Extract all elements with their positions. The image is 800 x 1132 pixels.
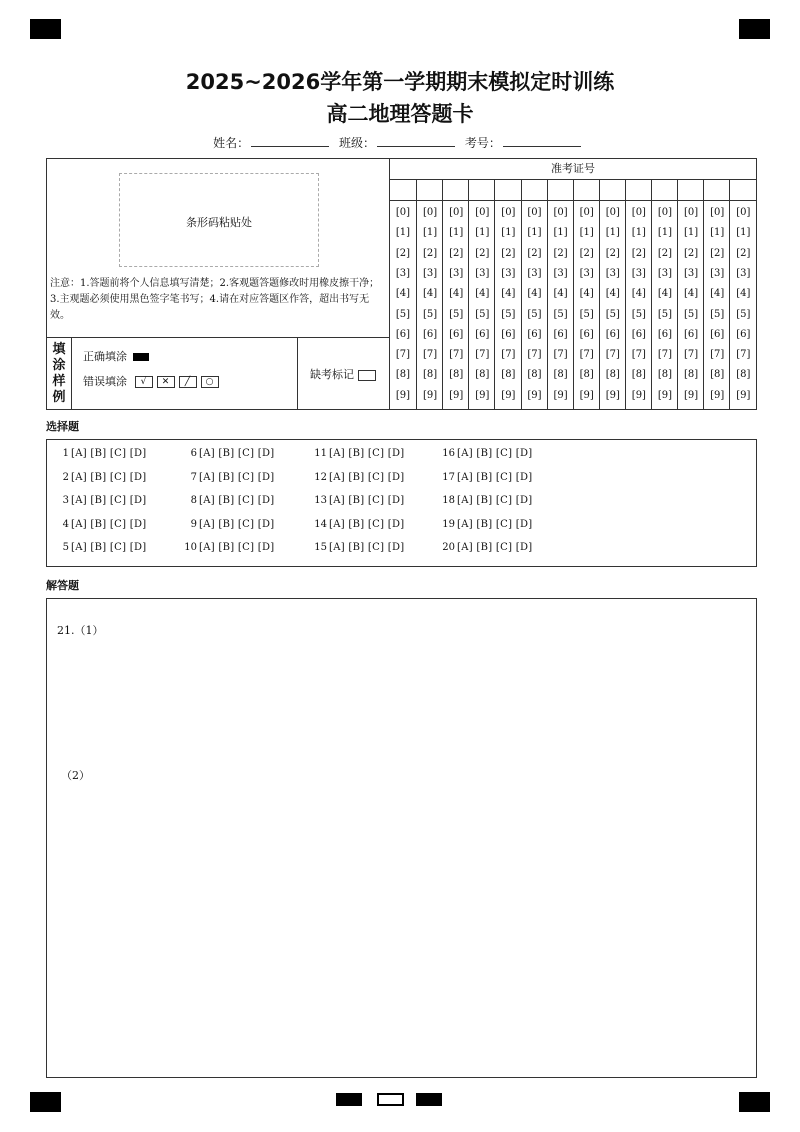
choice-question bbox=[181, 542, 275, 553]
question-number: 6 bbox=[190, 448, 197, 459]
admission-digit-column bbox=[494, 180, 521, 409]
admission-digit-bubble[interactable]: [8] bbox=[684, 369, 699, 381]
admission-digit-bubble[interactable]: [9] bbox=[449, 389, 464, 401]
admission-digit-write-box[interactable] bbox=[626, 180, 652, 201]
check-mark-icon: √ bbox=[135, 376, 153, 388]
admission-digit-bubble[interactable]: [0] bbox=[553, 207, 568, 218]
bottom-mark-left bbox=[336, 1093, 362, 1106]
class-label: 班级： bbox=[338, 136, 375, 150]
admission-digit-bubble[interactable]: [1] bbox=[736, 227, 751, 239]
admission-digit-bubble[interactable]: [9] bbox=[501, 389, 516, 401]
admission-digit-bubble[interactable]: [2] bbox=[395, 247, 411, 259]
admission-digit-column bbox=[442, 180, 469, 409]
admission-digit-bubble[interactable]: [0] bbox=[501, 207, 516, 218]
admission-digit-column bbox=[416, 180, 443, 409]
choice-question bbox=[439, 495, 533, 506]
option-bubbles[interactable]: [A] [B] [C] [D] bbox=[71, 542, 147, 553]
admission-digit-bubble[interactable]: [6] bbox=[395, 328, 411, 340]
admission-digit-bubble[interactable]: [5] bbox=[553, 308, 568, 320]
admission-digit-bubble[interactable]: [8] bbox=[553, 369, 568, 381]
admission-digit-bubble[interactable]: [8] bbox=[605, 369, 620, 381]
admission-digit-bubble[interactable]: [8] bbox=[423, 369, 438, 381]
option-bubbles[interactable]: [A] [B] [C] [D] bbox=[199, 448, 275, 459]
admission-digit-bubble[interactable]: [6] bbox=[553, 328, 568, 340]
admission-digit-bubble[interactable]: [5] bbox=[631, 308, 646, 320]
admission-digit-bubble[interactable]: [9] bbox=[710, 389, 725, 401]
circle-mark-icon: ○ bbox=[201, 376, 219, 388]
choice-question bbox=[53, 448, 147, 459]
choice-question bbox=[311, 448, 405, 459]
question-number: 7 bbox=[190, 471, 197, 483]
option-bubbles[interactable]: [A] [B] [C] [D] bbox=[457, 495, 533, 506]
option-bubbles[interactable]: [A] [B] [C] [D] bbox=[329, 448, 405, 459]
admission-digit-bubble[interactable]: [7] bbox=[684, 349, 699, 361]
admission-digit-bubble[interactable]: [6] bbox=[605, 328, 620, 340]
admission-digit-bubble[interactable]: [6] bbox=[501, 328, 516, 340]
question-number: 1 bbox=[62, 448, 69, 459]
admission-digit-bubble[interactable]: [7] bbox=[631, 349, 646, 361]
admission-digit-bubble[interactable]: [6] bbox=[423, 328, 438, 340]
choice-question bbox=[439, 519, 533, 530]
choice-question bbox=[53, 542, 147, 553]
option-bubbles[interactable]: [A] [B] [C] [D] bbox=[457, 518, 533, 530]
admission-digit-bubble[interactable]: [9] bbox=[631, 389, 646, 401]
choice-question bbox=[311, 542, 405, 553]
admission-digit-bubble[interactable]: [7] bbox=[553, 349, 568, 361]
admission-digit-write-box[interactable] bbox=[678, 180, 704, 201]
admission-digit-bubble[interactable]: [4] bbox=[605, 288, 620, 300]
info-box bbox=[46, 158, 757, 410]
name-field[interactable] bbox=[251, 135, 329, 147]
choice-question bbox=[311, 519, 405, 530]
admission-digit-column bbox=[521, 180, 548, 409]
admission-digit-bubble[interactable]: [8] bbox=[449, 369, 464, 381]
admission-digit-write-box[interactable] bbox=[469, 180, 495, 201]
question-number: 9 bbox=[190, 518, 197, 530]
admission-digit-bubble[interactable]: [0] bbox=[449, 207, 464, 218]
admission-digit-bubble[interactable]: [7] bbox=[736, 349, 751, 361]
student-info-line bbox=[0, 134, 800, 151]
admission-digit-bubble[interactable]: [6] bbox=[710, 328, 725, 340]
choice-question bbox=[439, 542, 533, 553]
admission-digit-bubble[interactable]: [3] bbox=[631, 267, 646, 279]
admission-digit-column bbox=[599, 180, 626, 409]
admission-digit-bubble[interactable]: [2] bbox=[553, 247, 568, 259]
position-mark-bottom-left bbox=[30, 1092, 61, 1112]
admission-digit-bubble[interactable]: [1] bbox=[501, 227, 516, 239]
admission-digit-bubble[interactable]: [5] bbox=[423, 308, 438, 320]
admission-digit-bubble[interactable]: [2] bbox=[501, 247, 516, 259]
admission-digit-bubble[interactable]: [1] bbox=[605, 227, 620, 239]
admission-digit-bubble[interactable]: [3] bbox=[553, 267, 568, 279]
admission-digit-bubble[interactable]: [2] bbox=[579, 247, 594, 259]
admission-digit-bubble[interactable]: [4] bbox=[475, 288, 490, 300]
admission-digit-bubble[interactable]: [3] bbox=[475, 267, 490, 279]
choice-question bbox=[311, 472, 405, 483]
admission-digit-bubble[interactable]: [1] bbox=[579, 227, 594, 239]
question-number: 10 bbox=[184, 542, 197, 553]
admission-digit-write-box[interactable] bbox=[495, 180, 521, 201]
admission-digit-bubble[interactable]: [5] bbox=[657, 308, 673, 320]
question-number: 13 bbox=[314, 495, 327, 506]
admission-digit-bubble[interactable]: [6] bbox=[527, 328, 542, 340]
admission-digit-column bbox=[677, 180, 704, 409]
admission-digit-write-box[interactable] bbox=[704, 180, 730, 201]
admission-digit-write-box[interactable] bbox=[652, 180, 678, 201]
admission-digit-bubble[interactable]: [2] bbox=[449, 247, 464, 259]
admission-digit-bubble[interactable]: [9] bbox=[475, 389, 490, 401]
choice-question bbox=[181, 495, 275, 506]
question-number: 20 bbox=[442, 542, 455, 553]
admission-digit-write-box[interactable] bbox=[730, 180, 756, 201]
admission-digit-bubble[interactable]: [2] bbox=[657, 247, 673, 259]
position-mark-top-right bbox=[739, 19, 770, 39]
admission-digit-bubble[interactable]: [0] bbox=[657, 207, 673, 218]
left-panel bbox=[47, 159, 390, 409]
admission-digit-bubble[interactable]: [3] bbox=[710, 267, 725, 279]
option-bubbles[interactable]: [A] [B] [C] [D] bbox=[71, 471, 147, 483]
admission-digit-bubble[interactable]: [7] bbox=[475, 349, 490, 361]
choice-question bbox=[53, 495, 147, 506]
admission-digit-bubble[interactable]: [9] bbox=[579, 389, 594, 401]
option-bubbles[interactable]: [A] [B] [C] [D] bbox=[71, 448, 147, 459]
admission-digit-bubble[interactable]: [0] bbox=[684, 207, 699, 218]
question-number: 15 bbox=[314, 542, 327, 553]
admission-digit-bubble[interactable]: [9] bbox=[736, 389, 751, 401]
option-bubbles[interactable]: [A] [B] [C] [D] bbox=[199, 471, 275, 483]
admission-digit-bubble[interactable]: [2] bbox=[423, 247, 438, 259]
admission-digit-bubble[interactable]: [1] bbox=[475, 227, 490, 239]
absent-checkbox[interactable] bbox=[358, 370, 376, 381]
admission-digit-bubble[interactable]: [1] bbox=[710, 227, 725, 239]
choice-question bbox=[439, 448, 533, 459]
admission-digit-bubble[interactable]: [4] bbox=[553, 288, 568, 300]
option-bubbles[interactable]: [A] [B] [C] [D] bbox=[199, 542, 275, 553]
admission-digit-bubble[interactable]: [1] bbox=[684, 227, 699, 239]
absent-cell bbox=[297, 338, 390, 410]
admission-digit-bubble[interactable]: [3] bbox=[736, 267, 751, 279]
admission-digit-bubble[interactable]: [4] bbox=[527, 288, 542, 300]
admission-digit-bubble[interactable]: [8] bbox=[475, 369, 490, 381]
admission-digit-bubble[interactable]: [8] bbox=[657, 369, 673, 381]
question-number: 11 bbox=[314, 448, 327, 459]
question-number: 18 bbox=[442, 495, 455, 506]
option-bubbles[interactable]: [A] [B] [C] [D] bbox=[329, 542, 405, 553]
admission-digit-bubble[interactable]: [2] bbox=[684, 247, 699, 259]
question-number: 12 bbox=[314, 471, 327, 483]
option-bubbles[interactable]: [A] [B] [C] [D] bbox=[71, 518, 147, 530]
admission-digit-column bbox=[390, 180, 416, 409]
admission-digit-bubble[interactable]: [5] bbox=[605, 308, 620, 320]
question-21-part2-label: （2） bbox=[61, 769, 90, 782]
admission-digit-bubble[interactable]: [2] bbox=[710, 247, 725, 259]
admission-digit-bubble[interactable]: [1] bbox=[631, 227, 646, 239]
admission-digit-bubble[interactable]: [7] bbox=[605, 349, 620, 361]
option-bubbles[interactable]: [A] [B] [C] [D] bbox=[329, 495, 405, 506]
answer-area[interactable] bbox=[46, 598, 757, 1078]
correct-fill-sample: 正确填涂 bbox=[83, 348, 149, 364]
page-subtitle: 高二地理答题卡 bbox=[326, 102, 474, 126]
admission-digit-bubble[interactable]: [3] bbox=[449, 267, 464, 279]
position-mark-top-left bbox=[30, 19, 61, 39]
admission-digit-write-box[interactable] bbox=[548, 180, 574, 201]
admission-digit-bubble[interactable]: [6] bbox=[631, 328, 646, 340]
admission-digit-bubble[interactable]: [1] bbox=[527, 227, 542, 239]
admission-digit-bubble[interactable]: [9] bbox=[395, 389, 411, 401]
admission-digit-bubble[interactable]: [3] bbox=[657, 267, 673, 279]
admission-digit-bubble[interactable]: [2] bbox=[631, 247, 646, 259]
admission-digit-bubble[interactable]: [3] bbox=[527, 267, 542, 279]
admission-digit-bubble[interactable]: [3] bbox=[423, 267, 438, 279]
admission-digit-bubble[interactable]: [4] bbox=[631, 288, 646, 300]
admission-digit-column bbox=[625, 180, 652, 409]
admission-digit-bubble[interactable]: [4] bbox=[684, 288, 699, 300]
admission-digit-bubble[interactable]: [5] bbox=[579, 308, 594, 320]
admission-digit-bubble[interactable]: [8] bbox=[395, 369, 411, 381]
admission-digit-bubble[interactable]: [6] bbox=[449, 328, 464, 340]
filled-box-icon bbox=[133, 353, 149, 361]
option-bubbles[interactable]: [A] [B] [C] [D] bbox=[329, 471, 405, 483]
barcode-label: 条形码粘贴处 bbox=[186, 216, 252, 229]
admission-digit-bubble[interactable]: [1] bbox=[395, 227, 411, 239]
fill-sample-title: 填 涂 样 例 bbox=[47, 338, 72, 410]
question-number: 5 bbox=[62, 542, 69, 553]
option-bubbles[interactable]: [A] [B] [C] [D] bbox=[457, 471, 533, 483]
admission-digit-bubble[interactable]: [5] bbox=[395, 308, 411, 320]
admission-digit-bubble[interactable]: [0] bbox=[736, 207, 751, 218]
class-field[interactable] bbox=[377, 135, 455, 147]
admission-digit-column bbox=[547, 180, 574, 409]
question-number: 4 bbox=[62, 518, 69, 530]
admission-digit-bubble[interactable]: [3] bbox=[395, 267, 411, 279]
question-number: 16 bbox=[442, 448, 455, 459]
admission-digit-bubble[interactable]: [4] bbox=[395, 288, 411, 300]
admission-digit-bubble[interactable]: [5] bbox=[475, 308, 490, 320]
exam-no-label: 考号： bbox=[464, 136, 501, 150]
admission-digit-bubble[interactable]: [9] bbox=[527, 389, 542, 401]
page-title: 2025~2026学年第一学期期末模拟定时训练 bbox=[185, 70, 615, 94]
choice-section-label: 选择题 bbox=[46, 420, 79, 433]
admission-digit-bubble[interactable]: [7] bbox=[527, 349, 542, 361]
question-number: 19 bbox=[442, 518, 455, 530]
admission-digit-bubble[interactable]: [0] bbox=[631, 207, 646, 218]
admission-number-panel bbox=[390, 159, 756, 409]
fill-sample-row bbox=[47, 337, 389, 410]
admission-digit-bubble[interactable]: [0] bbox=[423, 207, 438, 218]
admission-digit-bubble[interactable]: [0] bbox=[475, 207, 490, 218]
option-bubbles[interactable]: [A] [B] [C] [D] bbox=[199, 518, 275, 530]
admission-digit-bubble[interactable]: [3] bbox=[684, 267, 699, 279]
admission-digit-bubble[interactable]: [5] bbox=[684, 308, 699, 320]
admission-digit-bubble[interactable]: [6] bbox=[684, 328, 699, 340]
admission-digit-bubble[interactable]: [3] bbox=[579, 267, 594, 279]
name-label: 姓名： bbox=[213, 136, 250, 150]
admission-digit-bubble[interactable]: [7] bbox=[579, 349, 594, 361]
admission-digit-bubble[interactable]: [7] bbox=[395, 349, 411, 361]
admission-digit-bubble[interactable]: [9] bbox=[684, 389, 699, 401]
choice-answer-box bbox=[46, 439, 757, 567]
admission-digit-bubble[interactable]: [2] bbox=[527, 247, 542, 259]
slash-mark-icon: ╱ bbox=[179, 376, 197, 388]
admission-digit-bubble[interactable]: [9] bbox=[657, 389, 673, 401]
question-number: 3 bbox=[62, 495, 69, 506]
admission-digit-bubble[interactable]: [0] bbox=[527, 207, 542, 218]
admission-digit-bubble[interactable]: [9] bbox=[553, 389, 568, 401]
admission-digit-bubble[interactable]: [4] bbox=[449, 288, 464, 300]
admission-digit-bubble[interactable]: [4] bbox=[501, 288, 516, 300]
admission-digit-bubble[interactable]: [8] bbox=[579, 369, 594, 381]
answer-section-label: 解答题 bbox=[46, 579, 79, 592]
question-number: 8 bbox=[190, 495, 197, 506]
choice-question bbox=[439, 472, 533, 483]
option-bubbles[interactable]: [A] [B] [C] [D] bbox=[329, 518, 405, 530]
admission-digit-bubble[interactable]: [7] bbox=[423, 349, 438, 361]
admission-digit-write-box[interactable] bbox=[600, 180, 626, 201]
option-bubbles[interactable]: [A] [B] [C] [D] bbox=[199, 495, 275, 506]
admission-digit-column bbox=[729, 180, 756, 409]
admission-digit-bubble[interactable]: [8] bbox=[501, 369, 516, 381]
wrong-fill-sample: 错误填涂 √ ✕ ╱ ○ bbox=[83, 373, 219, 389]
admission-digit-column bbox=[651, 180, 678, 409]
admission-digit-bubble[interactable]: [4] bbox=[736, 288, 751, 300]
exam-no-field[interactable] bbox=[503, 135, 581, 147]
admission-digit-bubble[interactable]: [6] bbox=[579, 328, 594, 340]
admission-digit-bubble[interactable]: [1] bbox=[449, 227, 464, 239]
admission-digit-column bbox=[573, 180, 600, 409]
admission-digit-bubble[interactable]: [5] bbox=[710, 308, 725, 320]
admission-digit-bubble[interactable]: [5] bbox=[501, 308, 516, 320]
admission-digit-bubble[interactable]: [0] bbox=[579, 207, 594, 218]
admission-digit-bubble[interactable]: [2] bbox=[475, 247, 490, 259]
admission-digit-bubble[interactable]: [5] bbox=[736, 308, 751, 320]
notice-text: 注意：1.答题前将个人信息填写清楚；2.客观题答题修改时用橡皮擦干净；3.主观题必须使用黑色签字笔书写；4.请在对应答题区作答，超出书写无效。 bbox=[50, 278, 380, 321]
admission-digit-write-box[interactable] bbox=[574, 180, 600, 201]
admission-digit-bubble[interactable]: [4] bbox=[579, 288, 594, 300]
option-bubbles[interactable]: [A] [B] [C] [D] bbox=[71, 495, 147, 506]
admission-digit-bubble[interactable]: [8] bbox=[710, 369, 725, 381]
choice-question bbox=[53, 519, 147, 530]
question-number: 2 bbox=[62, 471, 69, 483]
admission-digit-bubble[interactable]: [8] bbox=[527, 369, 542, 381]
admission-digit-bubble[interactable]: [0] bbox=[710, 207, 725, 218]
admission-digit-bubble[interactable]: [3] bbox=[501, 267, 516, 279]
admission-digit-bubble[interactable]: [7] bbox=[710, 349, 725, 361]
bottom-mark-right bbox=[416, 1093, 442, 1106]
barcode-area bbox=[119, 173, 319, 267]
choice-question bbox=[311, 495, 405, 506]
admission-digit-bubble[interactable]: [7] bbox=[449, 349, 464, 361]
question-number: 17 bbox=[442, 471, 455, 483]
admission-digit-bubble[interactable]: [7] bbox=[501, 349, 516, 361]
admission-digit-column bbox=[703, 180, 730, 409]
admission-digit-bubble[interactable]: [3] bbox=[605, 267, 620, 279]
admission-digit-write-box[interactable] bbox=[417, 180, 443, 201]
admission-digit-bubble[interactable]: [4] bbox=[423, 288, 438, 300]
admission-digit-column bbox=[468, 180, 495, 409]
admission-digit-bubble[interactable]: [1] bbox=[423, 227, 438, 239]
admission-digit-bubble[interactable]: [1] bbox=[657, 227, 673, 239]
absent-mark: 缺考标记 bbox=[310, 366, 376, 382]
choice-question bbox=[181, 519, 275, 530]
admission-digit-bubble[interactable]: [8] bbox=[736, 369, 751, 381]
question-number: 14 bbox=[314, 518, 327, 530]
admission-digit-bubble[interactable]: [2] bbox=[605, 247, 620, 259]
admission-digit-write-box[interactable] bbox=[443, 180, 469, 201]
admission-digit-bubble[interactable]: [6] bbox=[736, 328, 751, 340]
admission-digit-bubble[interactable]: [9] bbox=[423, 389, 438, 401]
choice-question bbox=[53, 472, 147, 483]
bottom-mark-center bbox=[377, 1093, 404, 1106]
admission-digit-write-box[interactable] bbox=[522, 180, 548, 201]
admission-digit-bubble[interactable]: [9] bbox=[605, 389, 620, 401]
admission-digit-bubble[interactable]: [7] bbox=[657, 349, 673, 361]
option-bubbles[interactable]: [A] [B] [C] [D] bbox=[457, 542, 533, 553]
choice-question bbox=[181, 448, 275, 459]
admission-digit-bubble[interactable]: [4] bbox=[710, 288, 725, 300]
admission-digit-bubble[interactable]: [1] bbox=[553, 227, 568, 239]
question-21-part1-label: 21.（1） bbox=[57, 624, 104, 637]
admission-digit-bubble[interactable]: [6] bbox=[657, 328, 673, 340]
position-mark-bottom-right bbox=[739, 1092, 770, 1112]
admission-digit-bubble[interactable]: [5] bbox=[449, 308, 464, 320]
admission-digit-bubble[interactable]: [5] bbox=[527, 308, 542, 320]
admission-digit-bubble[interactable]: [4] bbox=[657, 288, 673, 300]
admission-number-title: 准考证号 bbox=[390, 159, 756, 180]
option-bubbles[interactable]: [A] [B] [C] [D] bbox=[457, 448, 533, 459]
admission-digit-write-box[interactable] bbox=[390, 180, 416, 201]
admission-digit-bubble[interactable]: [2] bbox=[736, 247, 751, 259]
admission-digit-bubble[interactable]: [6] bbox=[475, 328, 490, 340]
cross-mark-icon: ✕ bbox=[157, 376, 175, 388]
admission-digit-bubble[interactable]: [8] bbox=[631, 369, 646, 381]
choice-question bbox=[181, 472, 275, 483]
admission-digit-bubble[interactable]: [0] bbox=[605, 207, 620, 218]
admission-digit-bubble[interactable]: [0] bbox=[395, 207, 411, 218]
